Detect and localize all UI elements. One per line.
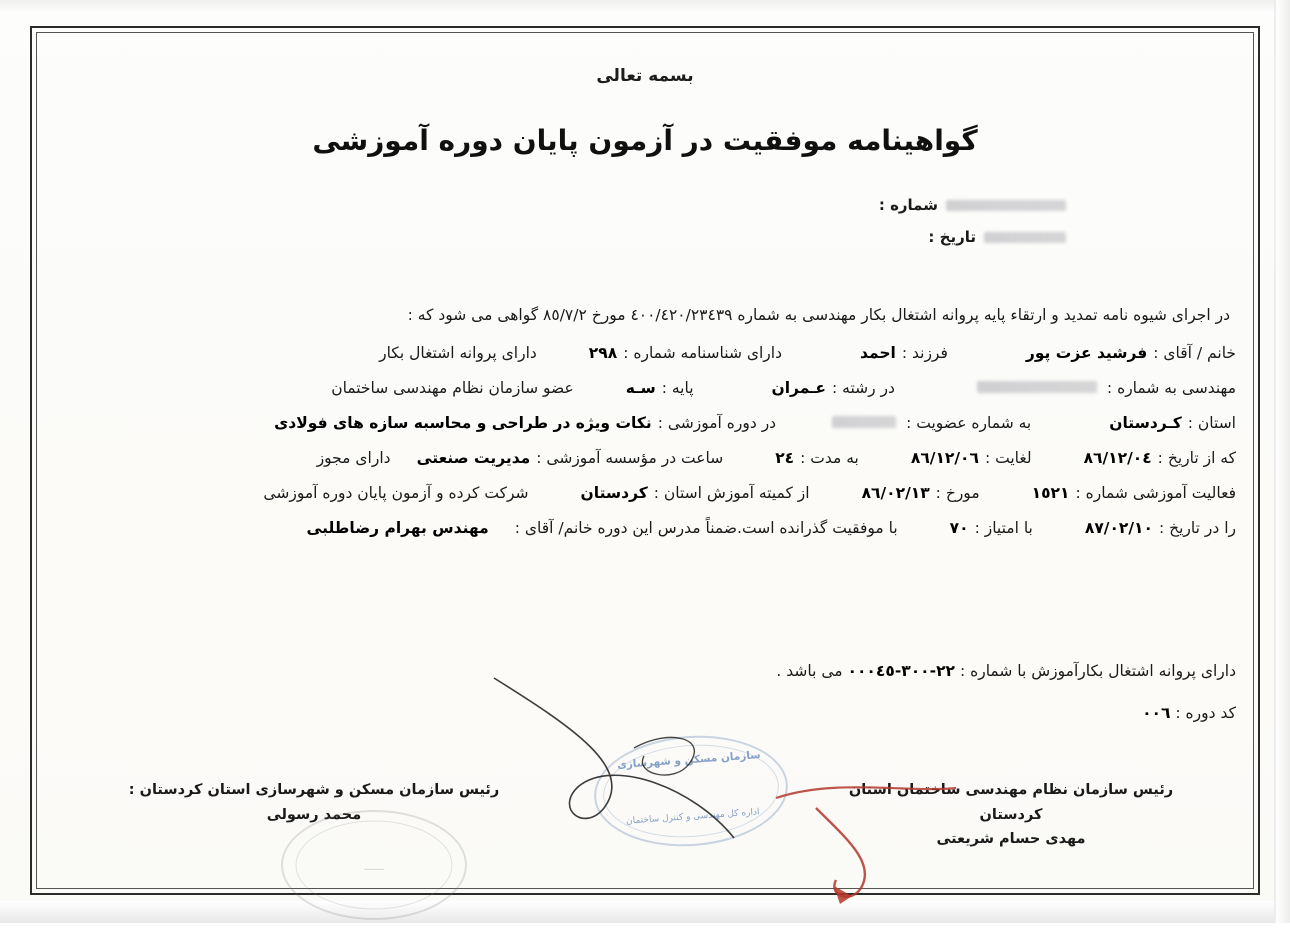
date-label: تاریخ : [928, 228, 976, 246]
svg-text:ـــــ: ـــــ [364, 859, 384, 874]
scan-shading-left [1274, 0, 1290, 923]
official-stamp [590, 729, 791, 852]
from-date-value: ٨٦/١٢/٠٤ [1083, 449, 1152, 467]
province-value: کـردستان [1109, 414, 1182, 432]
course-code-label: کد دوره : [1175, 704, 1236, 722]
certificate-fields [54, 344, 1236, 554]
stamp-top-text: سازمان مسکن و شهرسازی [616, 749, 761, 772]
father-label: فرزند : [901, 344, 948, 362]
field-row-activity [54, 484, 1236, 502]
exam-date-value: ٨٧/٠٢/١٠ [1084, 519, 1153, 537]
number-redaction [946, 200, 1066, 211]
duration-value: ٢٤ [775, 449, 795, 467]
father-value: احمد [860, 344, 896, 362]
instructor-value: مهندس بهرام رضاطلبی [306, 519, 489, 537]
field-row-province-course [54, 414, 1236, 432]
institute-label: ساعت در مؤسسه آموزشی : [536, 449, 724, 467]
to-date-label: لغایت : [984, 449, 1032, 467]
id-number-label: دارای شناسنامه شماره : [623, 344, 782, 362]
instructor-license-line [776, 662, 1236, 680]
committee-value: کردستان [580, 484, 648, 502]
signature-block-housing-org [114, 778, 514, 827]
course-code-value: ٠٠٦ [1142, 704, 1171, 722]
signature-name-housing-org: محمد رسولی [266, 806, 362, 823]
signature-name-engineering-org: مهدی حسام شریعتی [936, 831, 1086, 848]
eng-number-redaction [977, 381, 1097, 393]
field-label: در رشته : [831, 379, 895, 397]
field-row-person [54, 344, 1236, 362]
scan-shading-top [0, 0, 1290, 14]
score-label: با امتیاز : [974, 519, 1033, 537]
page-title: گواهینامه موفقیت در آزمون پایان دوره آموزشی [312, 124, 978, 157]
from-date-label: که از تاریخ : [1157, 449, 1236, 467]
committee-label: از کمیته آموزش استان : [653, 484, 810, 502]
score-value: ٧٠ [949, 519, 969, 537]
scan-shading-right [1276, 0, 1290, 923]
course-label: در دوره آموزشی : [657, 414, 777, 432]
field-value: عـمران [771, 379, 826, 397]
instructor-license-suffix: می باشد . [776, 662, 843, 680]
member-org-label: عضو سازمان نظام مهندسی ساختمان [331, 379, 574, 397]
basmala-text: بسمه تعالی [596, 66, 694, 86]
scan-shading-bottom [0, 901, 1290, 923]
meta-row-number [806, 196, 1066, 214]
activity-date-label: مورخ : [935, 484, 980, 502]
field-row-dates [54, 449, 1236, 467]
course-code-line [1142, 704, 1236, 722]
course-value: نکات ویژه در طراحی و محاسبه سازه های فولادی [274, 414, 652, 432]
province-label: استان : [1187, 414, 1236, 432]
institute-value: مدیریت صنعتی [416, 449, 531, 467]
passed-label: با موفقیت گذرانده است.ضمناً مدرس این دوره خانم/ آقای : [514, 519, 898, 537]
instructor-license-label: دارای پروانه اشتغال بکارآموزش با شماره : [959, 662, 1236, 680]
activity-number-value: ١٥٢١ [1031, 484, 1070, 502]
stamp-bottom-text: اداره کل مهندسی و کنترل ساختمان [625, 807, 760, 827]
id-number-value: ٢٩٨ [588, 344, 618, 362]
signature-block-engineering-org [826, 778, 1196, 852]
license-holder-label: دارای پروانه اشتغال بکار [379, 344, 537, 362]
grade-value: سـه [625, 379, 656, 397]
membership-number-label: به شماره عضویت : [906, 414, 1032, 432]
eng-number-label: مهندسی به شماره : [1106, 379, 1236, 397]
field-row-exam [54, 519, 1236, 537]
attended-label: شرکت کرده و آزمون پایان دوره آموزشی [263, 484, 529, 502]
certificate-content [54, 48, 1236, 873]
has-permit-label: دارای مجوز [316, 449, 391, 467]
activity-number-label: فعالیت آموزشی شماره : [1075, 484, 1236, 502]
duration-label: به مدت : [800, 449, 859, 467]
to-date-value: ٨٦/١٢/٠٦ [910, 449, 979, 467]
membership-number-redaction [832, 416, 896, 428]
intro-paragraph: در اجرای شیوه نامه تمدید و ارتقاء پایه پروانه اشتغال بکار مهندسی به شماره ٤٠٠/٤٢٠/٢٣٤٣٩ مورخ ٨٥/٧/٢ گواهی می شود که : [407, 306, 1230, 324]
document-meta [806, 196, 1066, 260]
number-label: شماره : [878, 196, 938, 214]
person-label: خانم / آقای : [1153, 344, 1236, 362]
field-row-engineering-number [54, 379, 1236, 397]
date-redaction [984, 232, 1066, 243]
exam-date-label: را در تاریخ : [1158, 519, 1236, 537]
grade-label: پایه : [661, 379, 694, 397]
instructor-license-value: ٢٢-٣٠٠-٠٠٠٤٥ [847, 662, 955, 680]
signature-title-housing-org: رئیس سازمان مسکن و شهرسازی استان کردستان : [128, 782, 500, 798]
activity-date-value: ٨٦/٠٢/١٣ [861, 484, 930, 502]
meta-row-date [806, 228, 1066, 246]
signature-title-engineering-org: رئیس سازمان نظام مهندسی ساختمان استان کردستان [848, 782, 1174, 823]
person-value: فرشید عزت پور [1025, 344, 1148, 362]
